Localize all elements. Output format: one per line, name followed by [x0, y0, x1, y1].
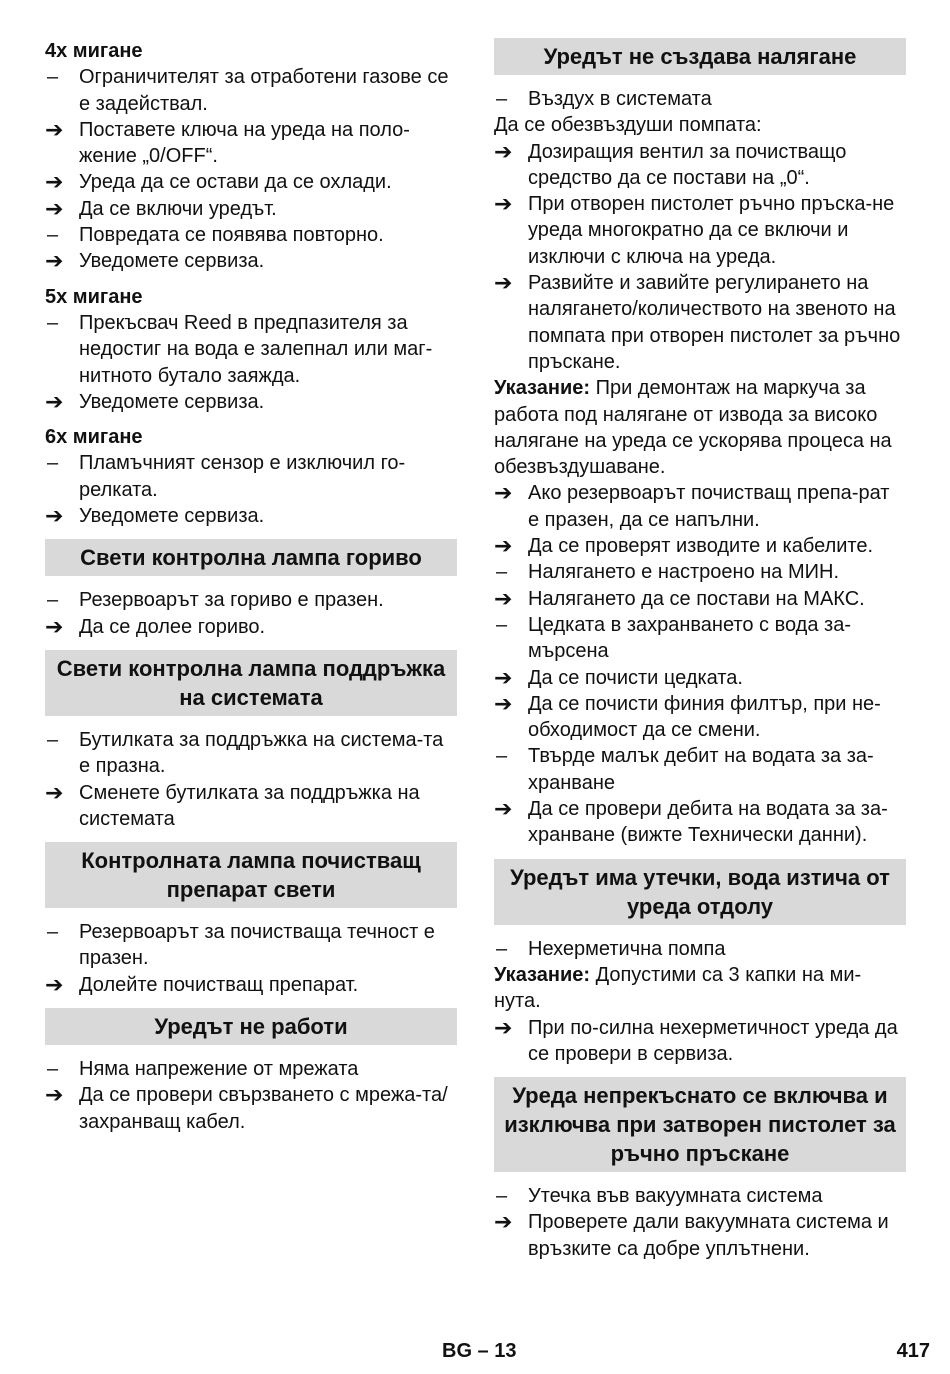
list-item: – Прекъсвач Reed в предпазителя за недостиг на вода е залепнал или маг-нитното бутало заяжда. — [47, 311, 433, 387]
section-heading-detergent: Контролната лампа почистващ препарат свети — [45, 842, 457, 908]
list-item: ➔ Да се почисти финия филтър, при не-обходимост да се смени. — [494, 690, 881, 742]
arrow-right-icon: ➔ — [45, 613, 64, 639]
list-item: ➔ Развийте и завийте регулирането на налягането/количеството на звеното на помпата при отворен пистолет за ръчно пръскане. — [494, 270, 901, 373]
arrow-right-icon: ➔ — [45, 116, 64, 142]
arrow-right-icon: ➔ — [45, 1082, 64, 1108]
dash-marker: – — [496, 745, 508, 768]
list-5x — [45, 310, 457, 415]
right-column — [494, 38, 906, 1262]
list-item: – Повредата се появява повторно. — [45, 222, 457, 248]
list-item: – Няма напрежение от мрежата — [45, 1056, 457, 1082]
arrow-right-icon: ➔ — [45, 195, 64, 221]
list-fuel — [45, 587, 457, 640]
note-label: Указание: — [494, 963, 591, 986]
dash-marker: – — [47, 1058, 59, 1081]
arrow-right-icon: ➔ — [45, 248, 64, 274]
dash-marker: – — [496, 613, 508, 636]
list-item: – Резервоарът за гориво е празен. — [45, 587, 457, 613]
dash-marker: – — [47, 224, 59, 247]
list-item: – Въздух в системата — [494, 86, 906, 112]
arrow-right-icon: ➔ — [494, 1014, 513, 1040]
list-item: – Пламъчният сензор е изключил го-релката. — [47, 452, 406, 501]
arrow-right-icon: ➔ — [494, 138, 513, 164]
arrow-right-icon: ➔ — [45, 388, 64, 414]
note-paragraph — [494, 375, 906, 480]
arrow-right-icon: ➔ — [494, 480, 513, 506]
list-item: ➔ Уведомете сервиза. — [45, 248, 265, 274]
list-item: ➔ Уведомете сервиза. — [45, 503, 265, 529]
section-heading-cycling: Уреда непрекъснато се включва и изключва при затворен пистолет за ръчно пръскане — [494, 1077, 906, 1172]
list-item: – Налягането е настроено на МИН. — [494, 559, 906, 585]
left-column — [45, 38, 457, 1135]
list-bleed-steps — [494, 139, 906, 376]
subheading-5x: 5x мигане — [45, 285, 143, 308]
arrow-right-icon: ➔ — [494, 1209, 513, 1235]
list-item: – Резервоарът за почистваща течност е празен. — [47, 921, 435, 970]
list-item: ➔ Поставете ключа на уреда на поло-жение „0/OFF“. — [45, 116, 410, 168]
section-heading-system-care: Свети контролна лампа поддръжка на системата — [45, 650, 457, 716]
list-item: – Ограничителят за отработени газове се е задействал. — [47, 66, 449, 115]
section-heading-no-pressure: Уредът не създава налягане — [494, 38, 906, 75]
arrow-right-icon: ➔ — [494, 690, 513, 716]
dash-marker: – — [47, 452, 59, 475]
list-detergent — [45, 919, 457, 998]
page-number: 417 — [896, 1340, 930, 1362]
note-text: При демонтаж на маркуча за работа под налягане от извода за високо налягане на уреда се ускорява процеса на обезвъздушаване. — [494, 377, 892, 479]
list-6x — [45, 450, 457, 529]
list-item: ➔ Проверете дали вакуумната система и връзките са добре уплътнени. — [494, 1209, 889, 1260]
list-item: – Нехерметична помпа — [494, 936, 906, 962]
list-pressure-checks — [494, 480, 906, 848]
list-item: – Цедката в захранването с вода за-мърсена — [496, 613, 851, 663]
list-item: ➔ Долейте почистващ препарат. — [45, 971, 359, 997]
arrow-right-icon: ➔ — [45, 971, 64, 997]
list-item: ➔ Да се провери свързването с мрежа-та/захранващ кабел. — [45, 1082, 448, 1133]
note-text: Допустими са 3 капки на ми-нута. — [494, 963, 862, 1013]
dash-marker: – — [496, 88, 508, 110]
list-item: ➔ Сменете бутилката за поддръжка на системата — [45, 779, 420, 830]
note-paragraph — [494, 962, 906, 1015]
list-item: ➔ Да се провери дебита на водата за за-хранване (вижте Технически данни). — [494, 796, 888, 847]
arrow-right-icon: ➔ — [494, 585, 513, 611]
section-heading-leak: Уредът има утечки, вода изтича от уреда отдолу — [494, 859, 906, 925]
dash-marker: – — [47, 311, 59, 334]
list-item: – Твърде малък дебит на водата за за-хранване — [496, 745, 874, 794]
list-item: ➔ Да се включи уредът. — [45, 195, 277, 221]
dash-marker: – — [47, 589, 59, 612]
list-not-working — [45, 1056, 457, 1135]
subheading-4x: 4x мигане — [45, 40, 143, 62]
list-system-care — [45, 727, 457, 832]
section-heading-not-working: Уредът не работи — [45, 1008, 457, 1045]
list-item: ➔ Да се почисти цедката. — [494, 664, 743, 690]
list-item: ➔ Дозиращия вентил за почистващо средство да се постави на „0“. — [494, 138, 847, 189]
subheading-6x: 6x мигане — [45, 426, 143, 449]
note-label: Указание: — [494, 377, 591, 400]
dash-marker: – — [496, 1185, 508, 1208]
dash-marker: – — [496, 561, 508, 584]
section-heading-fuel: Свети контролна лампа гориво — [45, 539, 457, 576]
footer-section-label: BG – 13 — [442, 1340, 517, 1362]
list-cycling — [494, 1183, 906, 1262]
dash-marker: – — [47, 728, 59, 751]
arrow-right-icon: ➔ — [494, 796, 513, 822]
list-item: ➔ Налягането да се постави на МАКС. — [494, 585, 865, 611]
arrow-right-icon: ➔ — [45, 503, 64, 529]
list-item: ➔ При отворен пистолет ръчно пръска-не уреда многократно да се включи и изключи с ключа на уреда. — [494, 191, 895, 268]
dash-marker: – — [496, 937, 508, 960]
dash-marker: – — [47, 921, 59, 944]
list-item: ➔ Да се проверят изводите и кабелите. — [494, 533, 874, 559]
arrow-right-icon: ➔ — [494, 191, 513, 217]
list-item: – Бутилката за поддръжка на система-та е празна. — [47, 728, 444, 778]
arrow-right-icon: ➔ — [45, 169, 64, 195]
dash-marker: – — [47, 66, 59, 89]
list-item: ➔ Да се долее гориво. — [45, 613, 266, 639]
list-item: ➔ Уреда да се остави да се охлади. — [45, 169, 392, 195]
list-item: ➔ Уведомете сервиза. — [45, 388, 265, 414]
arrow-right-icon: ➔ — [45, 779, 64, 805]
list-item: ➔ При по-силна нехерметичност уреда да се провери в сервиза. — [494, 1014, 898, 1065]
intro-text: Да се обезвъздуши помпата: — [494, 114, 762, 137]
arrow-right-icon: ➔ — [494, 664, 513, 690]
list-item: – Утечка във вакуумната система — [494, 1183, 906, 1209]
list-4x — [45, 64, 457, 274]
list-item: ➔ Ако резервоарът почистващ препа-рат е празен, да се напълни. — [494, 480, 890, 531]
arrow-right-icon: ➔ — [494, 270, 513, 296]
arrow-right-icon: ➔ — [494, 533, 513, 559]
